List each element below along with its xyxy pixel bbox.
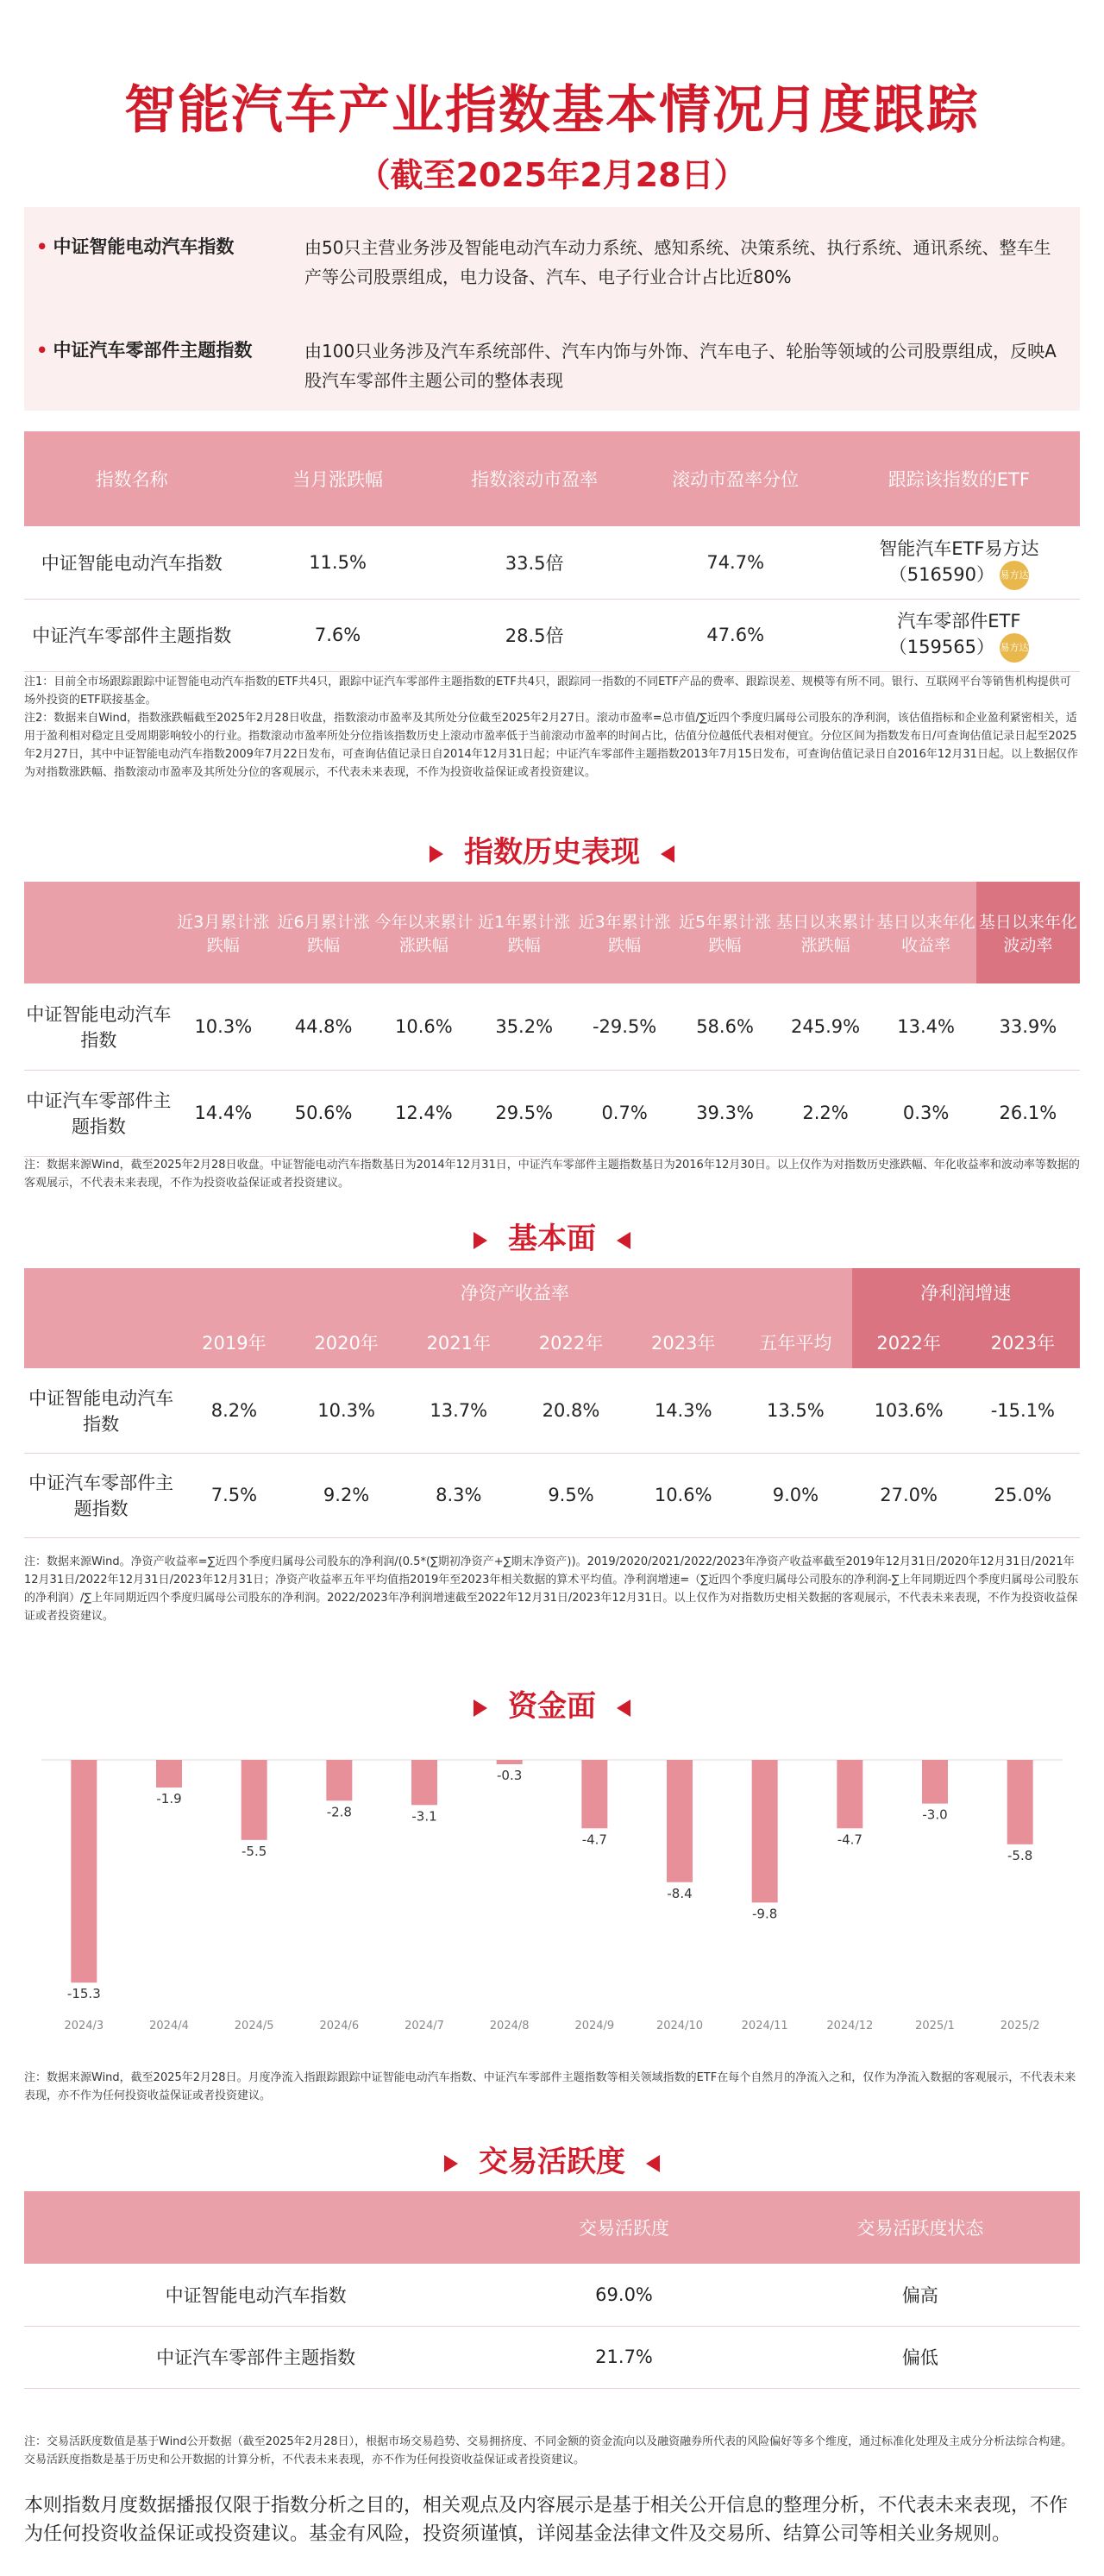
history-value: 26.1% bbox=[976, 1070, 1080, 1156]
history-value: 35.2% bbox=[474, 983, 574, 1070]
overview-header: 滚动市盈率分位 bbox=[672, 469, 800, 490]
fund-logo-icon: 易方达 bbox=[1000, 561, 1029, 590]
fundamentals-group-row bbox=[24, 1268, 1080, 1316]
rolling-pe: 33.5倍 bbox=[436, 526, 633, 599]
history-header: 近3月累计涨跌幅 bbox=[177, 913, 270, 955]
history-header: 近5年累计涨跌幅 bbox=[679, 913, 772, 955]
page-title: 智能汽车产业指数基本情况月度跟踪 bbox=[124, 80, 980, 141]
activity-value: 69.0% bbox=[487, 2264, 761, 2326]
index-name: 中证智能电动汽车指数 bbox=[24, 1368, 178, 1453]
flow-category-label: 2024/4 bbox=[149, 2020, 189, 2033]
fundamentals-header: 2022年 bbox=[538, 1333, 604, 1354]
activity-header: 交易活跃度 bbox=[579, 2218, 670, 2239]
history-value: 10.3% bbox=[173, 983, 273, 1070]
history-header: 基日以来年化收益率 bbox=[876, 913, 975, 955]
table-row bbox=[24, 2326, 1080, 2388]
fundamentals-header: 2022年 bbox=[852, 1316, 966, 1368]
etf-name: 智能汽车ETF易方达 bbox=[879, 537, 1039, 559]
history-value: -29.5% bbox=[574, 983, 675, 1070]
fundamentals-value: -15.1% bbox=[966, 1368, 1080, 1453]
flow-bar bbox=[752, 1760, 778, 1902]
triangle-right-icon bbox=[474, 1700, 487, 1717]
flow-bar bbox=[242, 1760, 267, 1840]
flow-bar bbox=[581, 1760, 607, 1828]
pe-percentile: 74.7% bbox=[633, 526, 838, 599]
intro-index-name: • 中证汽车零部件主题指数 bbox=[36, 340, 253, 361]
history-header: 基日以来年化波动率 bbox=[976, 882, 1080, 983]
fund-logo-icon: 易方达 bbox=[1000, 633, 1029, 663]
history-value: 58.6% bbox=[674, 983, 775, 1070]
history-table bbox=[24, 882, 1080, 1157]
activity-state: 偏高 bbox=[761, 2264, 1080, 2326]
flow-value-label: -2.8 bbox=[326, 1804, 352, 1820]
flow-category-label: 2024/5 bbox=[234, 2020, 274, 2033]
history-value: 14.4% bbox=[173, 1070, 273, 1156]
fundamentals-header: 2023年 bbox=[966, 1316, 1080, 1368]
intro-index-name: • 中证智能电动汽车指数 bbox=[36, 236, 235, 257]
pe-percentile: 47.6% bbox=[633, 599, 838, 671]
flow-category-label: 2024/7 bbox=[405, 2020, 444, 2033]
flow-bar bbox=[837, 1760, 862, 1828]
etf-cell bbox=[838, 599, 1080, 671]
fundamentals-note: 注：数据来源Wind。净资产收益率=∑近四个季度归属母公司股东的净利润/(0.5*(∑期初净资产+∑期末净资产))。2019/2020/2021/2022/2023年净资产收益率截至2019年12月31日/2020年12月31日/2021年12月31日/2022年12月31日/2023年12月31日；净资产收益率五年平均值指2019年至2023年相关数据的算术平均值。净利润增速=（∑近四个季度归属母公司股东的净利润-∑上年同期近四个季度归属母公司股东的净利润）/∑上年同期近四个季度归属母公司股东的净利润。2022/2023年净利润增速截至2022年12月31日/2023年12月31日。以上仅作为对指数历史相关数据的客观展示，不代表未来表现，不作为投资收益保证或者投资建议。 bbox=[24, 1555, 1079, 1623]
monthly-change: 11.5% bbox=[239, 526, 436, 599]
index-name: 中证智能电动汽车指数 bbox=[24, 526, 239, 599]
table-row bbox=[24, 1070, 1080, 1156]
triangle-left-icon bbox=[646, 2155, 660, 2172]
flow-category-label: 2024/9 bbox=[574, 2020, 615, 2033]
overview-header: 当月涨跌幅 bbox=[292, 469, 384, 490]
table-row bbox=[24, 1453, 1080, 1537]
activity-header-row bbox=[24, 2191, 1080, 2264]
history-value: 12.4% bbox=[373, 1070, 474, 1156]
fundamentals-value: 9.5% bbox=[515, 1453, 627, 1537]
flow-category-label: 2024/12 bbox=[826, 2020, 874, 2033]
index-name: 中证汽车零部件主题指数 bbox=[24, 1070, 173, 1156]
fundamentals-value: 10.3% bbox=[290, 1368, 402, 1453]
flow-value-label: -9.8 bbox=[752, 1906, 778, 1922]
triangle-right-icon bbox=[430, 845, 443, 863]
flow-value-label: -4.7 bbox=[581, 1831, 607, 1848]
history-value: 33.9% bbox=[976, 983, 1080, 1070]
history-header: 近6月累计涨跌幅 bbox=[277, 913, 370, 955]
fundamentals-header: 2023年 bbox=[650, 1333, 716, 1354]
history-value: 44.8% bbox=[273, 983, 373, 1070]
table-row bbox=[24, 599, 1080, 671]
triangle-right-icon bbox=[444, 2155, 458, 2172]
table-row bbox=[24, 2264, 1080, 2326]
index-name: 中证汽车零部件主题指数 bbox=[24, 599, 239, 671]
flows-note: 注：数据来源Wind，截至2025年2月28日。月度净流入指跟踪跟踪中证智能电动汽车指数、中证汽车零部件主题指数等相关领域指数的ETF在每个自然月的净流入之和，仅作为净流入数据的客观展示，不代表未来表现，亦不作为任何投资收益保证或者投资建议。 bbox=[24, 2071, 1076, 2102]
triangle-left-icon bbox=[661, 845, 674, 863]
fundamentals-table bbox=[24, 1268, 1080, 1538]
index-name: 中证智能电动汽车指数 bbox=[24, 2264, 487, 2326]
activity-value: 21.7% bbox=[487, 2326, 761, 2388]
overview-header: 跟踪该指数的ETF bbox=[888, 469, 1030, 490]
flow-value-label: -8.4 bbox=[667, 1885, 693, 1901]
rolling-pe: 28.5倍 bbox=[436, 599, 633, 671]
fundamentals-value: 9.0% bbox=[739, 1453, 851, 1537]
index-name: 中证汽车零部件主题指数 bbox=[24, 1453, 178, 1537]
flow-category-label: 2024/3 bbox=[64, 2020, 104, 2033]
activity-note: 注：交易活跃度数值是基于Wind公开数据（截至2025年2月28日），根据市场交易趋势、交易拥挤度、不同金额的资金流向以及融资融券所代表的风险偏好等多个维度，通过标准化处理及主成分分析法综合构建。交易活跃度指数是基于历史和公开数据的计算分析，不代表未来表现，亦不作为任何投资收益保证或者投资建议。 bbox=[24, 2435, 1073, 2466]
roe-group-header: 净资产收益率 bbox=[460, 1283, 569, 1304]
fundamentals-value: 25.0% bbox=[966, 1453, 1080, 1537]
history-value: 10.6% bbox=[373, 983, 474, 1070]
etf-cell bbox=[838, 526, 1080, 599]
flow-bar bbox=[667, 1760, 693, 1882]
fundamentals-value: 27.0% bbox=[852, 1453, 966, 1537]
activity-table bbox=[24, 2191, 1080, 2389]
history-value: 2.2% bbox=[775, 1070, 876, 1156]
section-title-history: 指数历史表现 bbox=[0, 828, 1104, 870]
overview-table bbox=[24, 431, 1080, 672]
flow-category-label: 2025/1 bbox=[915, 2020, 955, 2033]
fundamentals-value: 7.5% bbox=[178, 1453, 290, 1537]
triangle-right-icon bbox=[474, 1232, 487, 1249]
flow-value-label: -5.8 bbox=[1007, 1847, 1033, 1863]
flow-bar bbox=[411, 1760, 437, 1805]
fundamentals-header: 2021年 bbox=[426, 1333, 492, 1354]
history-header-row bbox=[24, 882, 1080, 983]
overview-note: 注1：目前全市场跟踪跟踪中证智能电动汽车指数的ETF共4只，跟踪中证汽车零部件主题指数的ETF共4只，跟踪同一指数的不同ETF产品的费率、跟踪误差、规模等有所不同。银行、互联网平台等销售机构提供可场外投资的ETF联接基金。 注2：数据来自Wind，指数涨跌幅截至2025年2月28日收盘，指数滚动市盈率及其所处分位截至2025年2月27日。滚动市盈率=总市值/∑近四个季度归属母公司股东的净利润，该估值指标和企业盈利紧密相关，适用于盈利相对稳定且受周期影响较小的行业。指数滚动市盈率所处分位指该指数历史上滚动市盈率低于当前滚动市盈率的时间占比，估值分位越低代表相对便宜。分位区间为指数发布日/可查询估值记录日起至2025年2月27日，其中中证智能电动汽车指数2009年7月22日发布，可查询估值记录日自2014年12月31日起；中证汽车零部件主题指数2013年7月15日发布，可查询估值记录日自2016年12月31日起。以上数据仅作为对指数涨跌幅、指数滚动市盈率及其所处分位的客观展示，不代表未来表现，不作为投资收益保证或者投资建议。 bbox=[24, 675, 1078, 779]
flow-bar bbox=[326, 1760, 352, 1800]
etf-code: （159565） bbox=[888, 637, 994, 657]
history-value: 0.3% bbox=[875, 1070, 975, 1156]
history-value: 50.6% bbox=[273, 1070, 373, 1156]
fundamentals-header: 五年平均 bbox=[759, 1333, 832, 1354]
table-row bbox=[24, 526, 1080, 599]
overview-header: 指数名称 bbox=[95, 469, 168, 490]
history-header: 近3年累计涨跌幅 bbox=[578, 913, 671, 955]
flow-value-label: -5.5 bbox=[242, 1843, 267, 1859]
flow-bar bbox=[156, 1760, 182, 1787]
history-value: 13.4% bbox=[875, 983, 975, 1070]
flow-bar bbox=[922, 1760, 948, 1804]
overview-header: 指数滚动市盈率 bbox=[471, 469, 599, 490]
fundamentals-value: 13.5% bbox=[739, 1368, 851, 1453]
intro-panel bbox=[24, 207, 1080, 411]
fundamentals-value: 20.8% bbox=[515, 1368, 627, 1453]
flow-category-label: 2024/10 bbox=[656, 2020, 704, 2033]
history-header: 今年以来累计涨跌幅 bbox=[374, 913, 474, 955]
flow-category-label: 2024/6 bbox=[319, 2020, 360, 2033]
fundamentals-header: 2020年 bbox=[314, 1333, 379, 1354]
fundamentals-value: 103.6% bbox=[852, 1368, 966, 1453]
flows-bar-chart bbox=[24, 1751, 1080, 2036]
section-title-fundamentals: 基本面 bbox=[0, 1215, 1104, 1257]
activity-header: 交易活跃度状态 bbox=[856, 2218, 984, 2239]
triangle-left-icon bbox=[617, 1700, 630, 1717]
fundamentals-value: 9.2% bbox=[290, 1453, 402, 1537]
fundamentals-header-row bbox=[24, 1316, 1080, 1368]
etf-code: （516590） bbox=[888, 563, 994, 585]
activity-state: 偏低 bbox=[761, 2326, 1080, 2388]
fundamentals-header: 2019年 bbox=[202, 1333, 267, 1354]
flow-value-label: -3.0 bbox=[922, 1806, 948, 1823]
flow-bar bbox=[1007, 1760, 1033, 1844]
table-row bbox=[24, 1368, 1080, 1453]
profit-group-header: 净利润增速 bbox=[852, 1268, 1081, 1316]
flow-value-label: -0.3 bbox=[497, 1768, 523, 1784]
table-row bbox=[24, 983, 1080, 1070]
flow-category-label: 2024/8 bbox=[489, 2020, 530, 2033]
fundamentals-value: 13.7% bbox=[403, 1368, 515, 1453]
flow-value-label: -1.9 bbox=[156, 1791, 182, 1807]
history-header: 近1年累计涨跌幅 bbox=[478, 913, 571, 955]
index-name: 中证汽车零部件主题指数 bbox=[24, 2326, 487, 2388]
flow-value-label: -15.3 bbox=[66, 1986, 101, 2002]
history-value: 245.9% bbox=[775, 983, 876, 1070]
history-value: 39.3% bbox=[674, 1070, 775, 1156]
history-header: 基日以来累计涨跌幅 bbox=[776, 913, 875, 955]
history-value: 29.5% bbox=[474, 1070, 574, 1156]
monthly-change: 7.6% bbox=[239, 599, 436, 671]
section-title-activity: 交易活跃度 bbox=[0, 2138, 1104, 2180]
history-value: 0.7% bbox=[574, 1070, 675, 1156]
intro-index-desc: 由50只主营业务涉及智能电动汽车动力系统、感知系统、决策系统、执行系统、通讯系统、整车生产等公司股票组成，电力设备、汽车、电子行业合计占比近80% bbox=[304, 237, 1051, 287]
flow-bar bbox=[71, 1760, 97, 1982]
flow-value-label: -3.1 bbox=[411, 1808, 437, 1825]
flow-category-label: 2024/11 bbox=[741, 2020, 788, 2033]
etf-name: 汽车零部件ETF bbox=[897, 611, 1021, 631]
fundamentals-value: 8.2% bbox=[178, 1368, 290, 1453]
intro-index-desc: 由100只业务涉及汽车系统部件、汽车内饰与外饰、汽车电子、轮胎等领域的公司股票组成，反映A股汽车零部件主题公司的整体表现 bbox=[304, 341, 1057, 391]
page-subtitle: （截至2025年2月28日） bbox=[357, 156, 747, 194]
flow-bar bbox=[497, 1760, 523, 1764]
flow-value-label: -4.7 bbox=[837, 1831, 862, 1848]
footer-disclaimer: 本则指数月度数据播报仅限于指数分析之目的，相关观点及内容展示是基于相关公开信息的整理分析，不代表未来表现，不作为任何投资收益保证或投资建议。基金有风险，投资须谨慎，详阅基金法律文件及交易所、结算公司等相关业务规则。 bbox=[24, 2495, 1069, 2545]
fundamentals-value: 14.3% bbox=[627, 1368, 739, 1453]
fundamentals-value: 8.3% bbox=[403, 1453, 515, 1537]
triangle-left-icon bbox=[617, 1232, 630, 1249]
flow-category-label: 2025/2 bbox=[1000, 2020, 1040, 2033]
section-title-flows: 资金面 bbox=[0, 1682, 1104, 1725]
index-name: 中证智能电动汽车指数 bbox=[24, 983, 173, 1070]
history-note: 注：数据来源Wind，截至2025年2月28日收盘。中证智能电动汽车指数基日为2014年12月31日，中证汽车零部件主题指数基日为2016年12月30日。以上仅作为对指数历史涨跌幅、年化收益率和波动率等数据的客观展示，不代表未来表现，不作为投资收益保证或者投资建议。 bbox=[24, 1159, 1080, 1190]
overview-header-row bbox=[24, 431, 1080, 526]
fundamentals-value: 10.6% bbox=[627, 1453, 739, 1537]
